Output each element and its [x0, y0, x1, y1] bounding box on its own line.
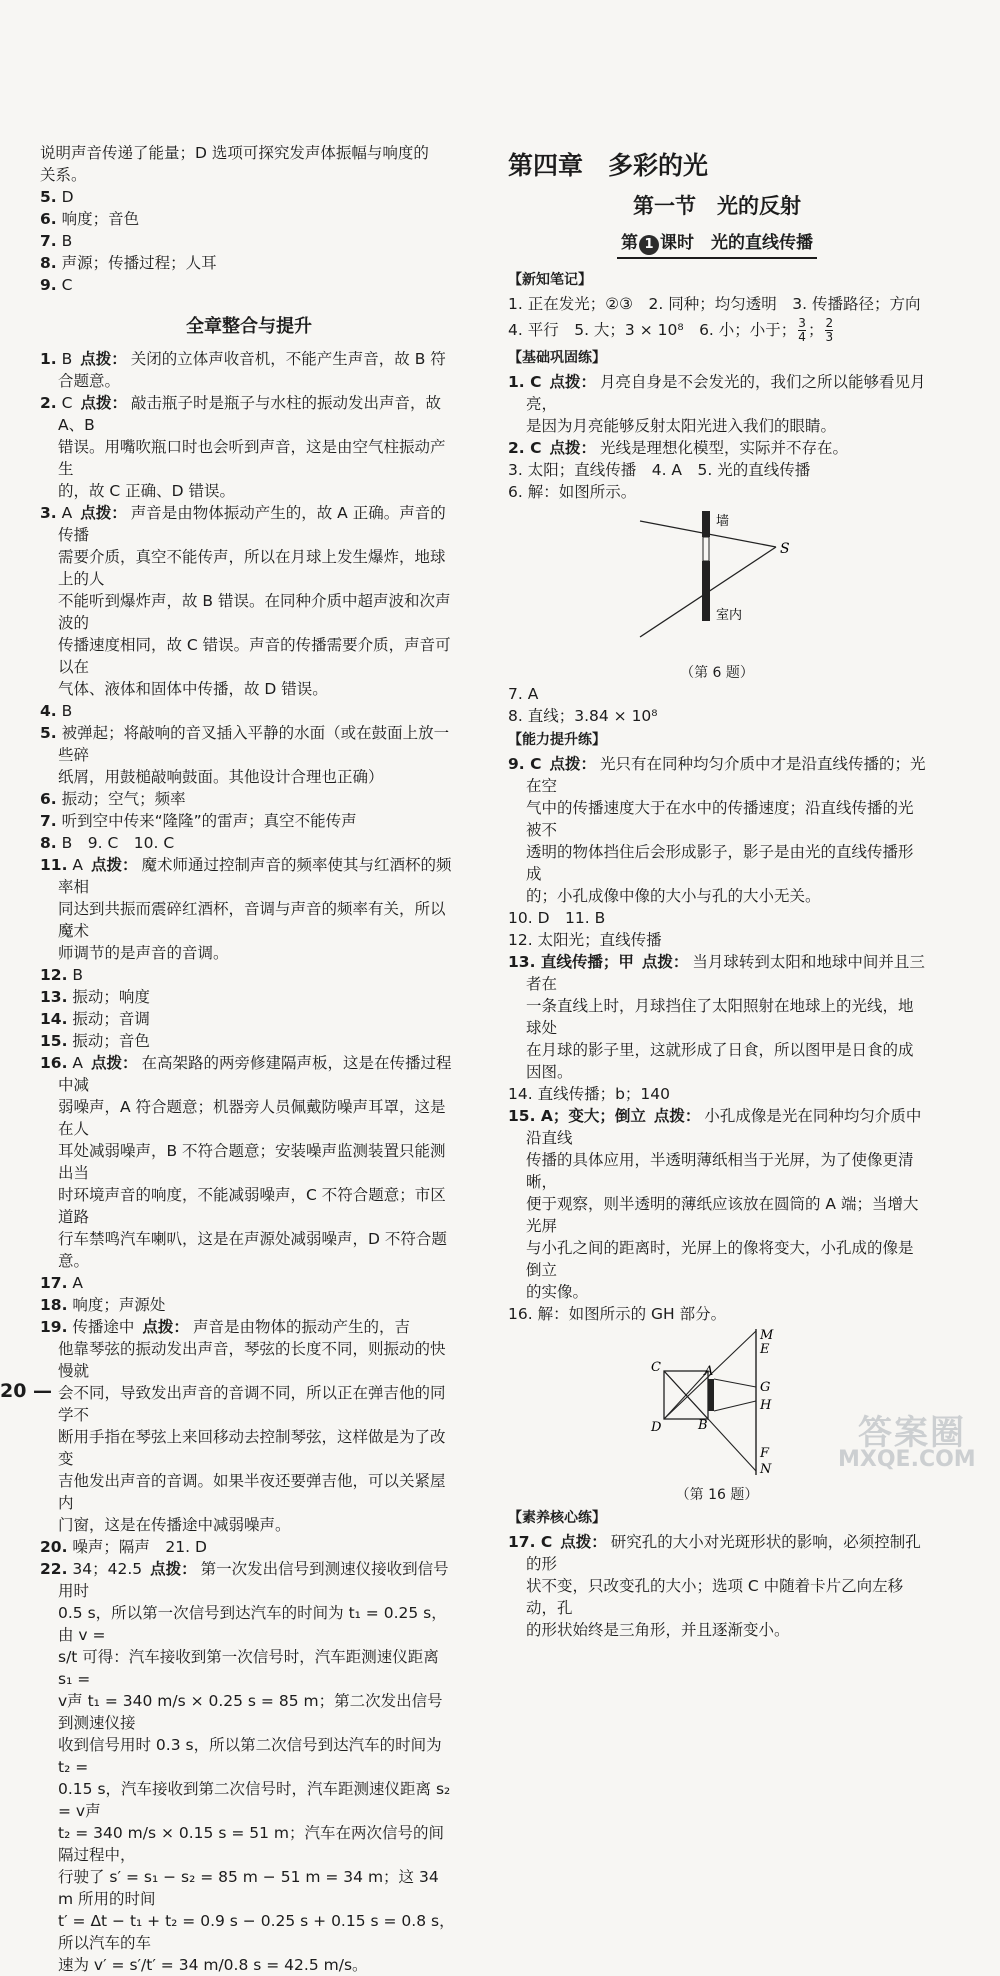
answer-item: 12. B [40, 966, 84, 984]
figure-6-s-label: S [780, 541, 790, 557]
lesson-title: 第 1 课时 光的直线传播 [508, 228, 926, 259]
answer-a16: 16. 解：如图所示的 GH 部分。 [508, 1305, 727, 1323]
answer-item: 3. A 点拨： 声音是由物体振动产生的，故 A 正确。声音的传播 需要介质，真空不能传声，所以在月球上发生爆炸，地球上的人 不能听到爆炸声，故 B 错误。在同种介质中超声波和次声波的 传播速度相同，故 C 错误。声音的传播需要介质，声音可以在 气体、液体和固体中传播，故 D 错误。 [40, 504, 451, 698]
page-number: 20 — [0, 1380, 53, 1402]
answer-c17: 17. C 点拨： 研究孔的大小对光斑形状的影响，必须控制孔的形 状不变，只改变孔的大小；选项 C 中随着卡片乙向左移动，孔 的形状始终是三角形，并且逐渐变小。 [508, 1533, 921, 1639]
new-notes-line-1: 1. 正在发光；②③ 2. 同种；均匀透明 3. 传播路径；方向 [508, 295, 921, 313]
svg-text:F: F [760, 1446, 770, 1461]
answer-b7: 7. A [508, 685, 539, 703]
answer-item: 19. 传播途中 点拨： 声音是由物体的振动产生的，吉 他靠琴弦的振动发出声音，琴弦的长度不同，则振动的快慢就 会不同，导致发出声音的音调不同，所以正在弹吉他的同学不 断用手指在琴弦上来回移动去控制琴弦，这样做是为了改变 吉他发出声音的音调。如果半夜还要弹吉他，可以关紧屋内 门窗，这是在传播途中减弱噪声。 [40, 1318, 446, 1534]
svg-text:M: M [760, 1329, 774, 1343]
fraction-2-3: $\frac{2}{3}$ [825, 316, 834, 344]
pre-answer: 8. 声源；传播过程；人耳 [40, 254, 217, 272]
pre-answer: 9. C [40, 276, 73, 294]
answer-a13: 13. 直线传播；甲 点拨： 当月球转到太阳和地球中间并且三者在 一条直线上时，月球挡住了太阳照射在地球上的光线，地球处 在月球的影子里，这就形成了日食，所以图甲是日食的成 因图。 [508, 953, 925, 1081]
answer-item: 14. 振动；音调 [40, 1010, 150, 1028]
answer-b8: 8. 直线；3.84 × 10⁸ [508, 707, 658, 725]
answer-a15: 15. A；变大；倒立 点拨： 小孔成像是光在同种均匀介质中沿直线 传播的具体应用，半透明薄纸相当于光屏，为了使像更清晰， 便于观察，则半透明的薄纸应该放在圆筒的 A 端；当增大光屏 与小孔之间的距离时，光屏上的像将变大，小孔成的像是倒立 的实像。 [508, 1107, 922, 1301]
tag-ability: 【能力提升练】 [508, 732, 606, 748]
answer-item: 6. 振动；空气；频率 [40, 790, 186, 808]
figure-6-wall-label: 墙 [716, 514, 730, 529]
answer-item: 8. B 9. C 10. C [40, 834, 175, 852]
answer-item: 1. B 点拨： 关闭的立体声收音机，不能产生声音，故 B 符合题意。 [40, 350, 446, 390]
answer-item: 4. B [40, 702, 73, 720]
answer-item: 2. C 点拨： 敲击瓶子时是瓶子与水柱的振动发出声音，故 A、B 错误。用嘴吹瓶口时也会听到声音，这是由空气柱振动产生 的，故 C 正确、D 错误。 [40, 394, 446, 500]
answer-item: 17. A [40, 1274, 84, 1292]
answer-item: 16. A 点拨： 在高架路的两旁修建隔声板，这是在传播过程中减 弱噪声，A 符合题意；机器旁人员佩戴防噪声耳罩，这是在人 耳处减弱噪声，B 不符合题意；安装噪声监测装置只能测出当 时环境声音的响度，不能减弱噪声，C 不符合题意；市区道路 行车禁鸣汽车喇叭，这是在声源处减弱噪声，D 不符合题意。 [40, 1054, 452, 1270]
tag-new-notes: 【新知笔记】 [508, 272, 592, 288]
answer-b2: 2. C 点拨： 光线是理想化模型，实际并不存在。 [508, 439, 848, 457]
answer-item: 15. 振动；音色 [40, 1032, 150, 1050]
svg-text:C: C [651, 1360, 661, 1375]
tag-basic-practice: 【基础巩固练】 [508, 350, 606, 366]
section-title: 第一节 光的反射 [633, 193, 801, 218]
figure-16-caption: （第 16 题） [675, 1487, 759, 1503]
svg-text:E: E [760, 1342, 770, 1357]
chapter-title: 第四章 多彩的光 [508, 151, 709, 180]
lesson-number-badge: 1 [639, 235, 659, 255]
answer-b1: 1. C 点拨： 月亮自身是不会发光的，我们之所以能够看见月亮， 是因为月亮能够反射太阳光进入我们的眼睛。 [508, 373, 926, 435]
pre-answer: 6. 响度；音色 [40, 210, 140, 228]
svg-text:A: A [704, 1364, 714, 1379]
fraction-3-4: $\frac{3}{4}$ [798, 316, 806, 344]
answer-b3: 3. 太阳；直线传播 4. A 5. 光的直线传播 [508, 461, 811, 479]
answer-a14: 14. 直线传播；b；140 [508, 1085, 671, 1103]
answer-item: 11. A 点拨： 魔术师通过控制声音的频率使其与红酒杯的频率相 同达到共振而震碎红酒杯，音调与声音的频率有关，所以魔术 师调节的是声音的音调。 [40, 856, 452, 962]
svg-text:B: B [698, 1418, 708, 1433]
answer-item: 20. 噪声；隔声 21. D [40, 1538, 207, 1556]
svg-text:N: N [760, 1462, 772, 1477]
pre-answer: 7. B [40, 232, 73, 250]
pre-answer: 5. D [40, 188, 74, 206]
answer-item: 18. 响度；声源处 [40, 1296, 166, 1314]
figure-6-room-label: 室内 [716, 608, 743, 623]
figure-6 [508, 507, 926, 657]
section-title: 全章整合与提升 [186, 316, 312, 337]
figure-6-caption: （第 6 题） [680, 665, 754, 681]
tag-core: 【素养核心练】 [508, 1510, 606, 1526]
answer-b6: 6. 解：如图所示。 [508, 483, 637, 501]
answer-a12: 12. 太阳光；直线传播 [508, 931, 662, 949]
answer-item: 5. 被弹起；将敲响的音叉插入平静的水面（或在鼓面上放一些碎 纸屑，用鼓槌敲响鼓面。其他设计合理也正确） [40, 724, 450, 786]
svg-text:H: H [760, 1398, 772, 1413]
answer-item: 7. 听到空中传来“隆隆”的雷声；真空不能传声 [40, 812, 357, 830]
answer-a10: 10. D 11. B [508, 909, 606, 927]
left-column [40, 142, 458, 1976]
new-notes-line-2: 4. 平行 5. 大；3 × 10⁸ 6. 小；小于； $\frac{3}{4}$ ； $\frac{2}{3}$ [508, 316, 834, 344]
figure-6-diagram [508, 507, 926, 657]
intro-line: 关系。 [40, 166, 87, 184]
svg-text:D: D [651, 1420, 662, 1435]
answer-item: 13. 振动；响度 [40, 988, 150, 1006]
answer-a9: 9. C 点拨： 光只有在同种均匀介质中才是沿直线传播的；光在空 气中的传播速度大于在水中的传播速度；沿直线传播的光被不 透明的物体挡住后会形成影子，影子是由光的直线传播形成 的；小孔成像中像的大小与孔的大小无关。 [508, 755, 926, 905]
watermark-logo: 答案圈 MXQE.COM [838, 1413, 976, 1472]
answer-item: 22. 34；42.5 点拨： 第一次发出信号到测速仪接收到信号用时 0.5 s，所以第一次信号到达汽车的时间为 t₁ = 0.25 s，由 v = s/t 可得：汽车接收到第一次信号时，汽车距测速仪距离 s₁ = v声 t₁ = 340 m/s × 0.25 s = 85 m；第二次发出信号到测速仪接 收到信号用时 0.3 s，所以第二次信号到达汽车的时间为 t₂ = 0.15 s，汽车接收到第二次信号时，汽车距测速仪距离 s₂ = v声 t₂ = 340 m/s × 0.15 s = 51 m；汽车在两次信号的间隔过程中， 行驶了 s′ = s₁ − s₂ = 85 m − 51 m = 34 m；这 34 m 所用的时间 t′ = Δt − t₁ + t₂ = 0.9 s − 0.25 s + 0.15 s = 0.8 s，所以汽车的车 速为 v′ = s′/t′ = 34 m/0.8 s = 42.5 m/s。 [40, 1560, 455, 1974]
svg-text:G: G [760, 1380, 771, 1395]
intro-line: 说明声音传递了能量；D 选项可探究发声体振幅与响度的 [40, 144, 429, 162]
